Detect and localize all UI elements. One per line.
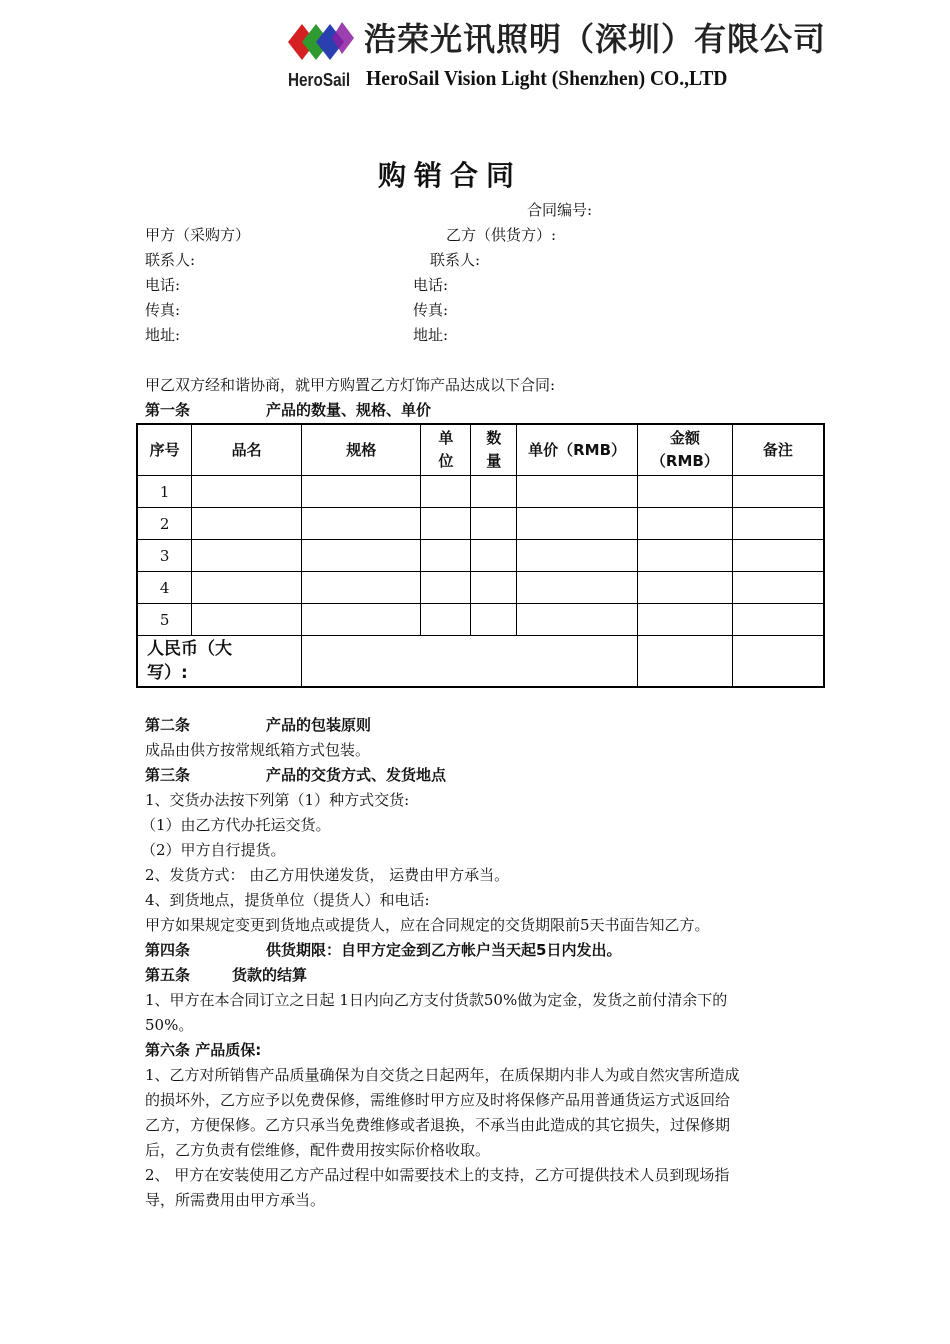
article2-number: 第二条	[145, 716, 191, 734]
table-total-row	[137, 636, 824, 688]
article5-title: 货款的结算	[232, 966, 308, 984]
table-cell[interactable]	[471, 604, 517, 636]
table-row	[137, 508, 824, 540]
table-cell[interactable]	[192, 540, 302, 572]
article2-body: 成品由供方按常规纸箱方式包装。	[145, 741, 371, 759]
row-seq: 1	[137, 476, 192, 508]
company-name-en: HeroSail Vision Light (Shenzhen) CO.,LTD	[366, 66, 728, 90]
party-a-contact: 联系人:	[145, 251, 196, 269]
header-amount-b: （RMB）	[650, 452, 719, 470]
table-cell[interactable]	[192, 508, 302, 540]
article6-line: 后，乙方负责有偿维修，配件费用按实际价格收取。	[145, 1141, 491, 1159]
row-seq: 4	[137, 572, 192, 604]
article3-line: 2、发货方式： 由乙方用快递发货， 运费由甲方承当。	[145, 866, 510, 884]
article5-number: 第五条	[145, 966, 191, 984]
table-cell[interactable]	[471, 476, 517, 508]
header-amount-a: 金额	[669, 429, 700, 447]
party-a-address: 地址:	[145, 326, 181, 344]
total-rmb-label	[137, 636, 301, 688]
row-seq: 3	[137, 540, 192, 572]
table-row	[137, 604, 824, 636]
article3-line: 4、到货地点，提货单位（提货人）和电话:	[145, 891, 430, 909]
table-cell[interactable]	[301, 508, 421, 540]
party-a-phone: 电话:	[145, 276, 181, 294]
table-cell[interactable]	[517, 476, 638, 508]
table-cell[interactable]	[471, 540, 517, 572]
table-row	[137, 572, 824, 604]
table-cell[interactable]	[301, 476, 421, 508]
header-unit-a: 单	[438, 429, 454, 447]
header-qty	[471, 424, 517, 476]
table-cell[interactable]	[732, 476, 824, 508]
table-cell[interactable]	[421, 508, 471, 540]
table-cell[interactable]	[517, 604, 638, 636]
total-amount-cell[interactable]	[637, 636, 732, 688]
header-unit	[421, 424, 471, 476]
article6-line: 2、 甲方在安装使用乙方产品过程中如需要技术上的支持，乙方可提供技术人员到现场指	[145, 1166, 730, 1184]
table-cell[interactable]	[471, 572, 517, 604]
company-logo	[286, 18, 356, 96]
table-cell[interactable]	[421, 604, 471, 636]
logo-text: HeroSail	[288, 70, 351, 90]
table-cell[interactable]	[517, 540, 638, 572]
header-amount	[637, 424, 732, 476]
article3-line: 1、交货办法按下列第（1）种方式交货:	[145, 791, 410, 809]
party-b-contact: 联系人:	[430, 251, 481, 269]
header-seq: 序号	[137, 424, 192, 476]
table-row	[137, 540, 824, 572]
article4-title: 供货期限：自甲方定金到乙方帐户当天起5日内发出。	[266, 941, 622, 959]
table-cell[interactable]	[637, 572, 732, 604]
table-cell[interactable]	[732, 572, 824, 604]
party-a-fax: 传真:	[145, 301, 181, 319]
article2-title: 产品的包装原则	[266, 716, 372, 734]
party-a-heading: 甲方（采购方）	[145, 226, 251, 244]
article3-line: 甲方如果规定变更到货地点或提货人，应在合同规定的交货期限前5天书面告知乙方。	[145, 916, 710, 934]
table-header-row	[137, 424, 824, 476]
article3-line: （2）甲方自行提货。	[141, 841, 286, 859]
table-row	[137, 476, 824, 508]
header-spec: 规格	[301, 424, 421, 476]
table-cell[interactable]	[637, 604, 732, 636]
row-seq: 5	[137, 604, 192, 636]
article5-line: 1、甲方在本合同订立之日起 1日内向乙方支付货款50%做为定金，发货之前付清余下的	[145, 991, 728, 1009]
article3-line: （1）由乙方代办托运交货。	[141, 816, 331, 834]
article1-title: 产品的数量、规格、单价	[266, 401, 432, 419]
article4-number: 第四条	[145, 941, 191, 959]
table-cell[interactable]	[732, 540, 824, 572]
table-cell[interactable]	[637, 540, 732, 572]
party-b-phone: 电话:	[413, 276, 449, 294]
table-cell[interactable]	[192, 604, 302, 636]
table-cell[interactable]	[517, 508, 638, 540]
product-table	[136, 423, 825, 688]
article6-line: 乙方，方便保修。乙方只承当免费维修或者退换，不承当由此造成的其它损失，过保修期	[145, 1116, 731, 1134]
table-cell[interactable]	[301, 604, 421, 636]
article6-line: 1、乙方对所销售产品质量确保为自交货之日起两年，在质保期内非人为或自然灾害所造成	[145, 1066, 740, 1084]
row-seq: 2	[137, 508, 192, 540]
table-cell[interactable]	[732, 508, 824, 540]
table-cell[interactable]	[301, 572, 421, 604]
article3-title: 产品的交货方式、发货地点	[266, 766, 447, 784]
table-cell[interactable]	[421, 572, 471, 604]
article6-line: 导，所需费用由甲方承当。	[145, 1191, 326, 1209]
total-rmb-value[interactable]	[301, 636, 637, 688]
header-unit-b: 位	[438, 452, 454, 470]
table-cell[interactable]	[421, 540, 471, 572]
total-label-a: 人民币（大	[147, 639, 232, 659]
header-qty-b: 量	[486, 452, 502, 470]
table-cell[interactable]	[732, 604, 824, 636]
header-remark: 备注	[732, 424, 824, 476]
party-b-address: 地址:	[413, 326, 449, 344]
table-cell[interactable]	[192, 572, 302, 604]
article6-line: 的损坏外，乙方应予以免费保修，需维修时甲方应及时将保修产品用普通货运方式返回给	[145, 1091, 731, 1109]
table-cell[interactable]	[637, 476, 732, 508]
total-label-b: 写）:	[147, 663, 188, 683]
table-cell[interactable]	[517, 572, 638, 604]
article1-number: 第一条	[145, 401, 191, 419]
party-b-fax: 传真:	[413, 301, 449, 319]
table-cell[interactable]	[637, 508, 732, 540]
article6-heading: 第六条 产品质保:	[145, 1041, 262, 1059]
contract-no-label: 合同编号:	[527, 201, 593, 219]
table-cell[interactable]	[192, 476, 302, 508]
header-qty-a: 数	[486, 429, 502, 447]
article3-number: 第三条	[145, 766, 191, 784]
company-name-cn: 浩荣光讯照明（深圳）有限公司	[364, 20, 827, 58]
header-name: 品名	[192, 424, 302, 476]
header-price: 单价（RMB）	[517, 424, 638, 476]
intro-text: 甲乙双方经和谐协商，就甲方购置乙方灯饰产品达成以下合同:	[145, 376, 556, 394]
party-b-heading: 乙方（供货方）:	[446, 226, 557, 244]
total-remark-cell[interactable]	[732, 636, 824, 688]
table-cell[interactable]	[471, 508, 517, 540]
table-cell[interactable]	[421, 476, 471, 508]
document-title: 购销合同	[377, 159, 522, 192]
article5-line: 50%。	[145, 1016, 194, 1034]
table-cell[interactable]	[301, 540, 421, 572]
